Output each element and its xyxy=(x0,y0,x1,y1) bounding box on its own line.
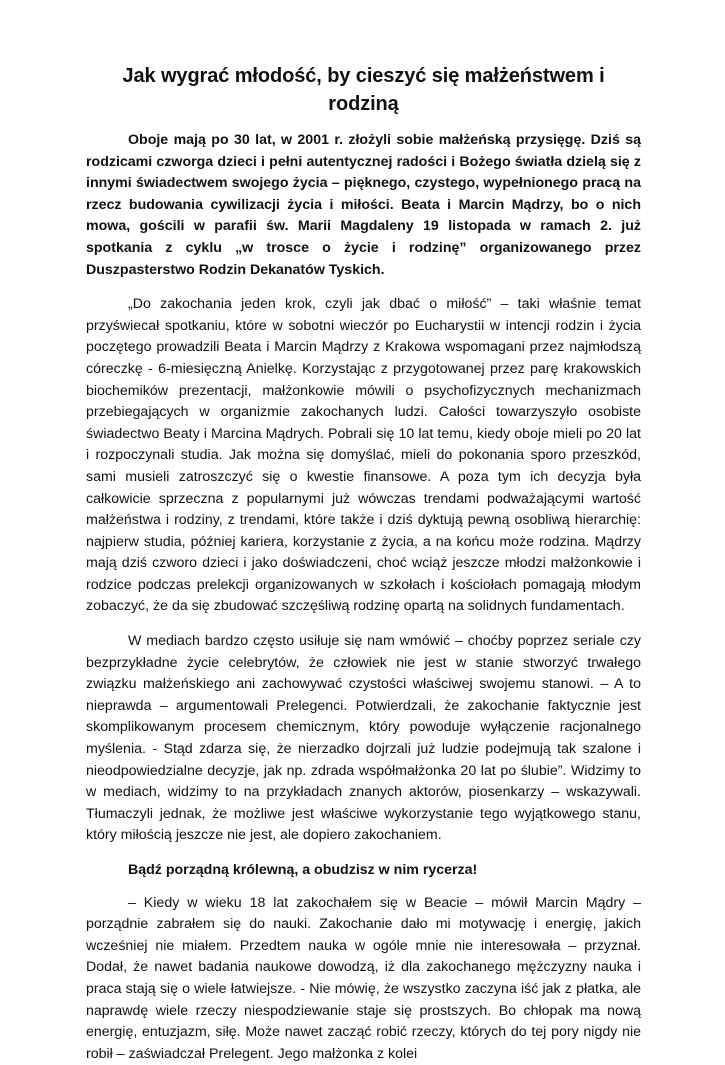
article-paragraph-2: W mediach bardzo często usiłuje się nam wmówić – choćby poprzez seriale czy bezprzykładne życie celebrytów, że człowiek nie jest w stanie stworzyć trwałego związku małżeńskiego ani zachowywać czystości właściwej swojemu stanowi. – A to nieprawda – argumentowali Prelegenci. Potwierdzali, że zakochanie faktycznie jest skomplikowanym procesem chemicznym, który powoduje wyłączenie racjonalnego myślenia. - Stąd zdarza się, że nierzadko dojrzali już ludzie podejmują tak szalone i nieodpowiedzialne decyzje, jak np. zdrada współmałżonka 20 lat po ślubie”. Widzimy to w mediach, widzimy to na przykładach znanych aktorów, piosenkarzy – wskazywali. Tłumaczyli jednak, że możliwe jest właściwe wykorzystanie tego wyjątkowego stanu, który miłością jeszcze nie jest, ale dopiero zakochaniem. xyxy=(86,633,641,844)
article-paragraph-1: „Do zakochania jeden krok, czyli jak dbać o miłość” – taki właśnie temat przyświecał spotkaniu, które w sobotni wieczór po Eucharystii w intencji rodzin i życia poczętego prowadzili Beata i Marcin Mądrzy z Krakowa wspomagani przez najmłodszą córeczkę - 6-miesięczną Anielkę. Korzystając z przygotowanej przez parę krakowskich biochemików prezentacji, małżonkowie mówili o psychofizycznych mechanizmach przebiegających w organizmie zakochanych ludzi. Całości towarzyszyło osobiste świadectwo Beaty i Marcina Mądrych. Pobrali się 10 lat temu, kiedy oboje mieli po 20 lat i rozpoczynali studia. Jak można się domyślać, mieli do pokonania sporo przeszkód, sami musieli zatroszczyć się o kwestie finansowe. A poza tym ich decyzja była całkowicie sprzeczna z popularnymi już wówczas trendami podważającymi wartość małżeństwa i rodziny, z trendami, które także i dziś dyktują pewną osobliwą hierarchię: najpierw studia, później kariera, korzystanie z życia, a na końcu może rodzina. Mądrzy mają dziś czworo dzieci i jako doświadczeni, choć wciąż jeszcze młodzi małżonkowie i rodzice podczas prelekcji organizowanych w szkołach i kościołach pomagają młodym zobaczyć, że da się zbudować szczęśliwą rodzinę opartą na solidnych fundamentach. xyxy=(86,296,641,615)
article-subheading: Bądź porządną królewną, a obudzisz w nim rycerza! xyxy=(128,862,478,878)
article-paragraph-3: – Kiedy w wieku 18 lat zakochałem się w Beacie – mówił Marcin Mądry – porządnie zabrałem się do nauki. Zakochanie dało mi motywację i energię, jakich wcześniej nie miałem. Przedtem nauka w ogóle mnie nie interesowała – przyznał. Dodał, że nawet badania naukowe dowodzą, iż dla zakochanego mężczyzny nauka i praca stają się o wiele łatwiejsze. - Nie mówię, że wszystko zaczyna iść jak z płatka, ale naprawdę wiele rzeczy niespodziewanie staje się prostszych. Bo chłopak ma nową energię, entuzjazm, siłę. Może nawet zacząć robić rzeczy, których do tej pory nigdy nie robił – zaświadczał Prelegent. Jego małżonka z kolei xyxy=(86,894,641,1062)
document-page xyxy=(86,62,641,1065)
article-lead: Oboje mają po 30 lat, w 2001 r. złożyli sobie małżeńską przysięgę. Dziś są rodzicami czworga dzieci i pełni autentycznej radości i Bożego światła dzielą się z innymi świadectwem swojego życia – pięknego, czystego, wypełnionego pracą na rzecz budowania cywilizacji życia i miłości. Beata i Marcin Mądrzy, bo o nich mowa, gościli w parafii św. Marii Magdaleny 19 listopada w ramach 2. już spotkania z cyklu „w trosce o życie i rodzinę” organizowanego przez Duszpasterstwo Rodzin Dekanatów Tyskich. xyxy=(86,132,641,278)
article-title: Jak wygrać młodość, by cieszyć się małżeństwem i rodziną xyxy=(122,65,605,115)
